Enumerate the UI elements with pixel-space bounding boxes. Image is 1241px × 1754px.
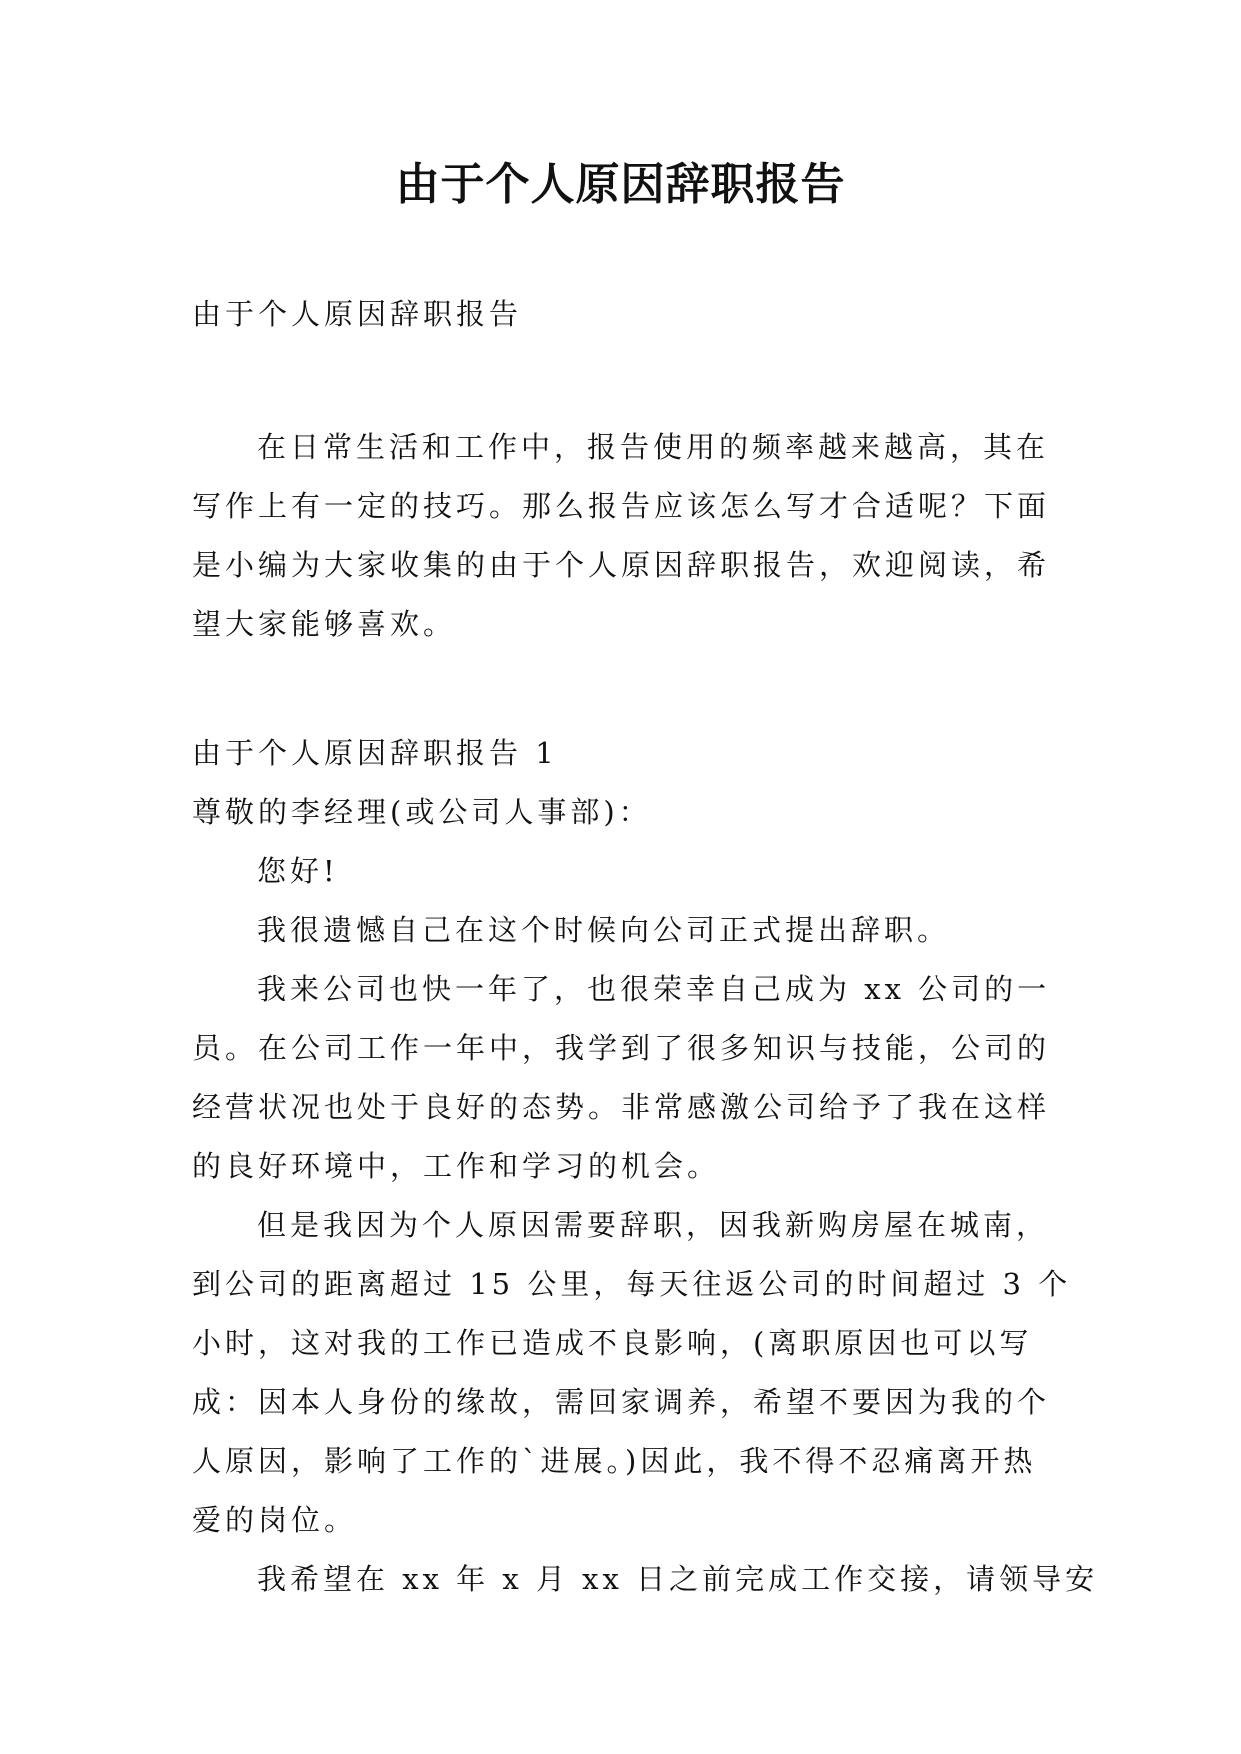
salutation: 尊敬的李经理(或公司人事部)： <box>192 795 652 829</box>
paragraph-line: 爱的岗位。 <box>192 1503 358 1537</box>
body-paragraph-4 <box>192 1550 1099 1609</box>
section-heading: 由于个人原因辞职报告 1 <box>192 736 558 770</box>
paragraph-spacer <box>192 344 1052 418</box>
paragraph-spacer <box>192 654 1052 724</box>
paragraph-line: 人原因，影响了工作的`进展。)因此，我不得不忍痛离开热 <box>192 1444 1037 1478</box>
paragraph-line: 我很遗憾自己在这个时候向公司正式提出辞职。 <box>257 913 951 947</box>
body-paragraph-2 <box>192 960 1052 1196</box>
document-subtitle: 由于个人原因辞职报告 <box>192 297 523 331</box>
intro-paragraph <box>192 418 1052 654</box>
paragraph-line: 到公司的距离超过 15 公里，每天往返公司的时间超过 3 个 <box>192 1267 1072 1301</box>
greeting: 您好! <box>257 854 339 888</box>
paragraph-line: 我希望在 xx 年 x 月 xx 日之前完成工作交接，请领导安 <box>257 1562 1099 1596</box>
paragraph-line: 经营状况也处于良好的态势。非常感激公司给予了我在这样 <box>192 1090 1051 1124</box>
paragraph-line: 但是我因为个人原因需要辞职，因我新购房屋在城南， <box>257 1208 1050 1242</box>
body-paragraph-3 <box>192 1196 1072 1550</box>
paragraph-line: 小时，这对我的工作已造成不良影响，(离职原因也可以写 <box>192 1326 1033 1360</box>
paragraph-line: 望大家能够喜欢。 <box>192 607 457 641</box>
paragraph-line: 是小编为大家收集的由于个人原因辞职报告，欢迎阅读，希 <box>192 548 1051 582</box>
paragraph-line: 成：因本人身份的缘故，需回家调养，希望不要因为我的个 <box>192 1385 1051 1419</box>
paragraph-line: 员。在公司工作一年中，我学到了很多知识与技能，公司的 <box>192 1031 1051 1065</box>
paragraph-line: 的良好环境中，工作和学习的机会。 <box>192 1149 721 1183</box>
paragraph-line: 写作上有一定的技巧。那么报告应该怎么写才合适呢？下面 <box>192 489 1051 523</box>
paragraph-line: 在日常生活和工作中，报告使用的频率越来越高，其在 <box>257 430 1050 464</box>
document-title: 由于个人原因辞职报告 <box>395 159 846 210</box>
body-paragraph-1 <box>192 901 1052 960</box>
document-body <box>192 285 1099 1609</box>
paragraph-line: 我来公司也快一年了，也很荣幸自己成为 xx 公司的一 <box>257 972 1051 1006</box>
